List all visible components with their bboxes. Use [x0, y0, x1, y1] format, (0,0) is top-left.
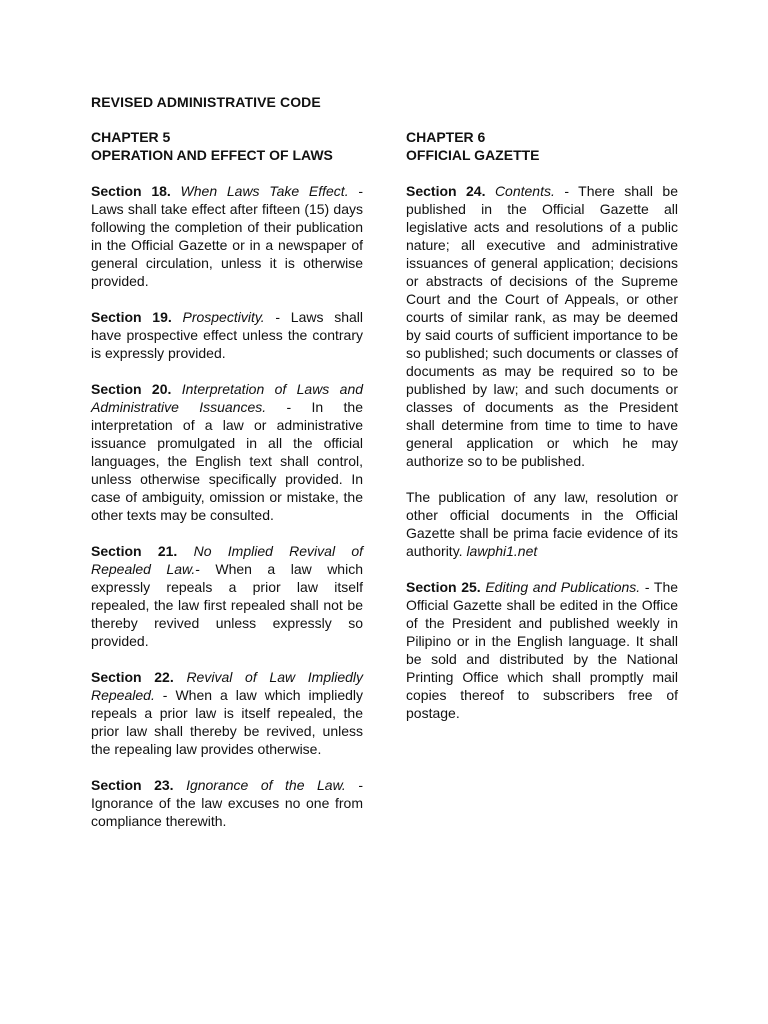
section-19: [91, 308, 363, 362]
right-column: [406, 128, 678, 740]
section-number: Section 20.: [91, 381, 172, 397]
section-body: - In the interpretation of a law or administrative issuance promulgated in all the official languages, the English text shall control, unless otherwise specifically provided. In case of ambiguity, omission or mistake, the other texts may be consulted.: [91, 399, 364, 523]
section-title: No Implied Revival of Repealed Law.: [91, 543, 364, 577]
section-body: - When a law which impliedly repeals a prior law is itself repealed, the prior law shall thereby be revived, unless the repealing law provides otherwise.: [91, 687, 363, 757]
section-body: - There shall be published in the Official Gazette all legislative acts and resolutions of a public nature; all executive and administrative issuances of general application; decisions or abstracts of decisions of the Supreme Court and the Court of Appeals, or other courts of similar rank, as may be deemed by said courts of sufficient importance to be so published; such documents or classes of documents as may be required so to be published by law; and such documents or classes of documents as the President shall determine from time to time to have general application or which he may authorize so to be published.: [406, 183, 679, 469]
section-23: [91, 776, 363, 830]
chapter-5-heading: [91, 128, 363, 164]
document-title: REVISED ADMINISTRATIVE CODE: [91, 94, 321, 110]
section-25: [406, 578, 678, 722]
section-20: [91, 380, 363, 524]
section-title: Ignorance of the Law.: [186, 777, 346, 793]
section-title: When Laws Take Effect.: [180, 183, 349, 199]
section-18: [91, 182, 363, 290]
section-body: - When a law which expressly repeals a prior law itself repealed, the law first repealed shall not be thereby revived unless expressly so provided.: [91, 561, 363, 649]
section-number: Section 22.: [91, 669, 174, 685]
section-title: Contents.: [494, 183, 555, 199]
section-22: [91, 668, 363, 758]
chapter-title: OFFICIAL GAZETTE: [406, 147, 540, 163]
paragraph-body: The publication of any law, resolution or other official documents in the Official Gazette shall be prima facie evidence of its authority.: [406, 489, 678, 559]
chapter-number: CHAPTER 6: [406, 129, 486, 145]
section-title: Revival of Law Impliedly Repealed.: [91, 669, 364, 703]
section-body: - Laws shall have prospective effect unless the contrary is expressly provided.: [91, 309, 364, 361]
publication-paragraph: [406, 488, 678, 560]
section-number: Section 18.: [91, 183, 171, 199]
section-number: Section 25.: [406, 579, 481, 595]
section-title: Prospectivity.: [182, 309, 265, 325]
section-21: [91, 542, 363, 650]
chapter-title: OPERATION AND EFFECT OF LAWS: [91, 147, 333, 163]
section-number: Section 23.: [91, 777, 174, 793]
section-title: Interpretation of Laws and Administrative Issuances.: [91, 381, 364, 415]
section-body: - Ignorance of the law excuses no one from compliance therewith.: [91, 777, 363, 829]
section-body: - Laws shall take effect after fifteen (15) days following the completion of their publication in the Official Gazette or in a newspaper of general circulation, unless it is otherwise provided.: [91, 183, 363, 289]
section-number: Section 24.: [406, 183, 486, 199]
section-title: Editing and Publications.: [485, 579, 641, 595]
section-number: Section 21.: [91, 543, 178, 559]
section-number: Section 19.: [91, 309, 172, 325]
source-link: lawphi1.net: [466, 543, 538, 559]
section-24: [406, 182, 678, 470]
chapter-6-heading: [406, 128, 678, 164]
left-column: [91, 128, 363, 848]
section-body: - The Official Gazette shall be edited in the Office of the President and published weekly in Pilipino or in the English language. It shall be sold and distributed by the National Printing Office which shall promptly mail copies thereof to subscribers free of postage.: [406, 579, 679, 721]
chapter-number: CHAPTER 5: [91, 129, 171, 145]
